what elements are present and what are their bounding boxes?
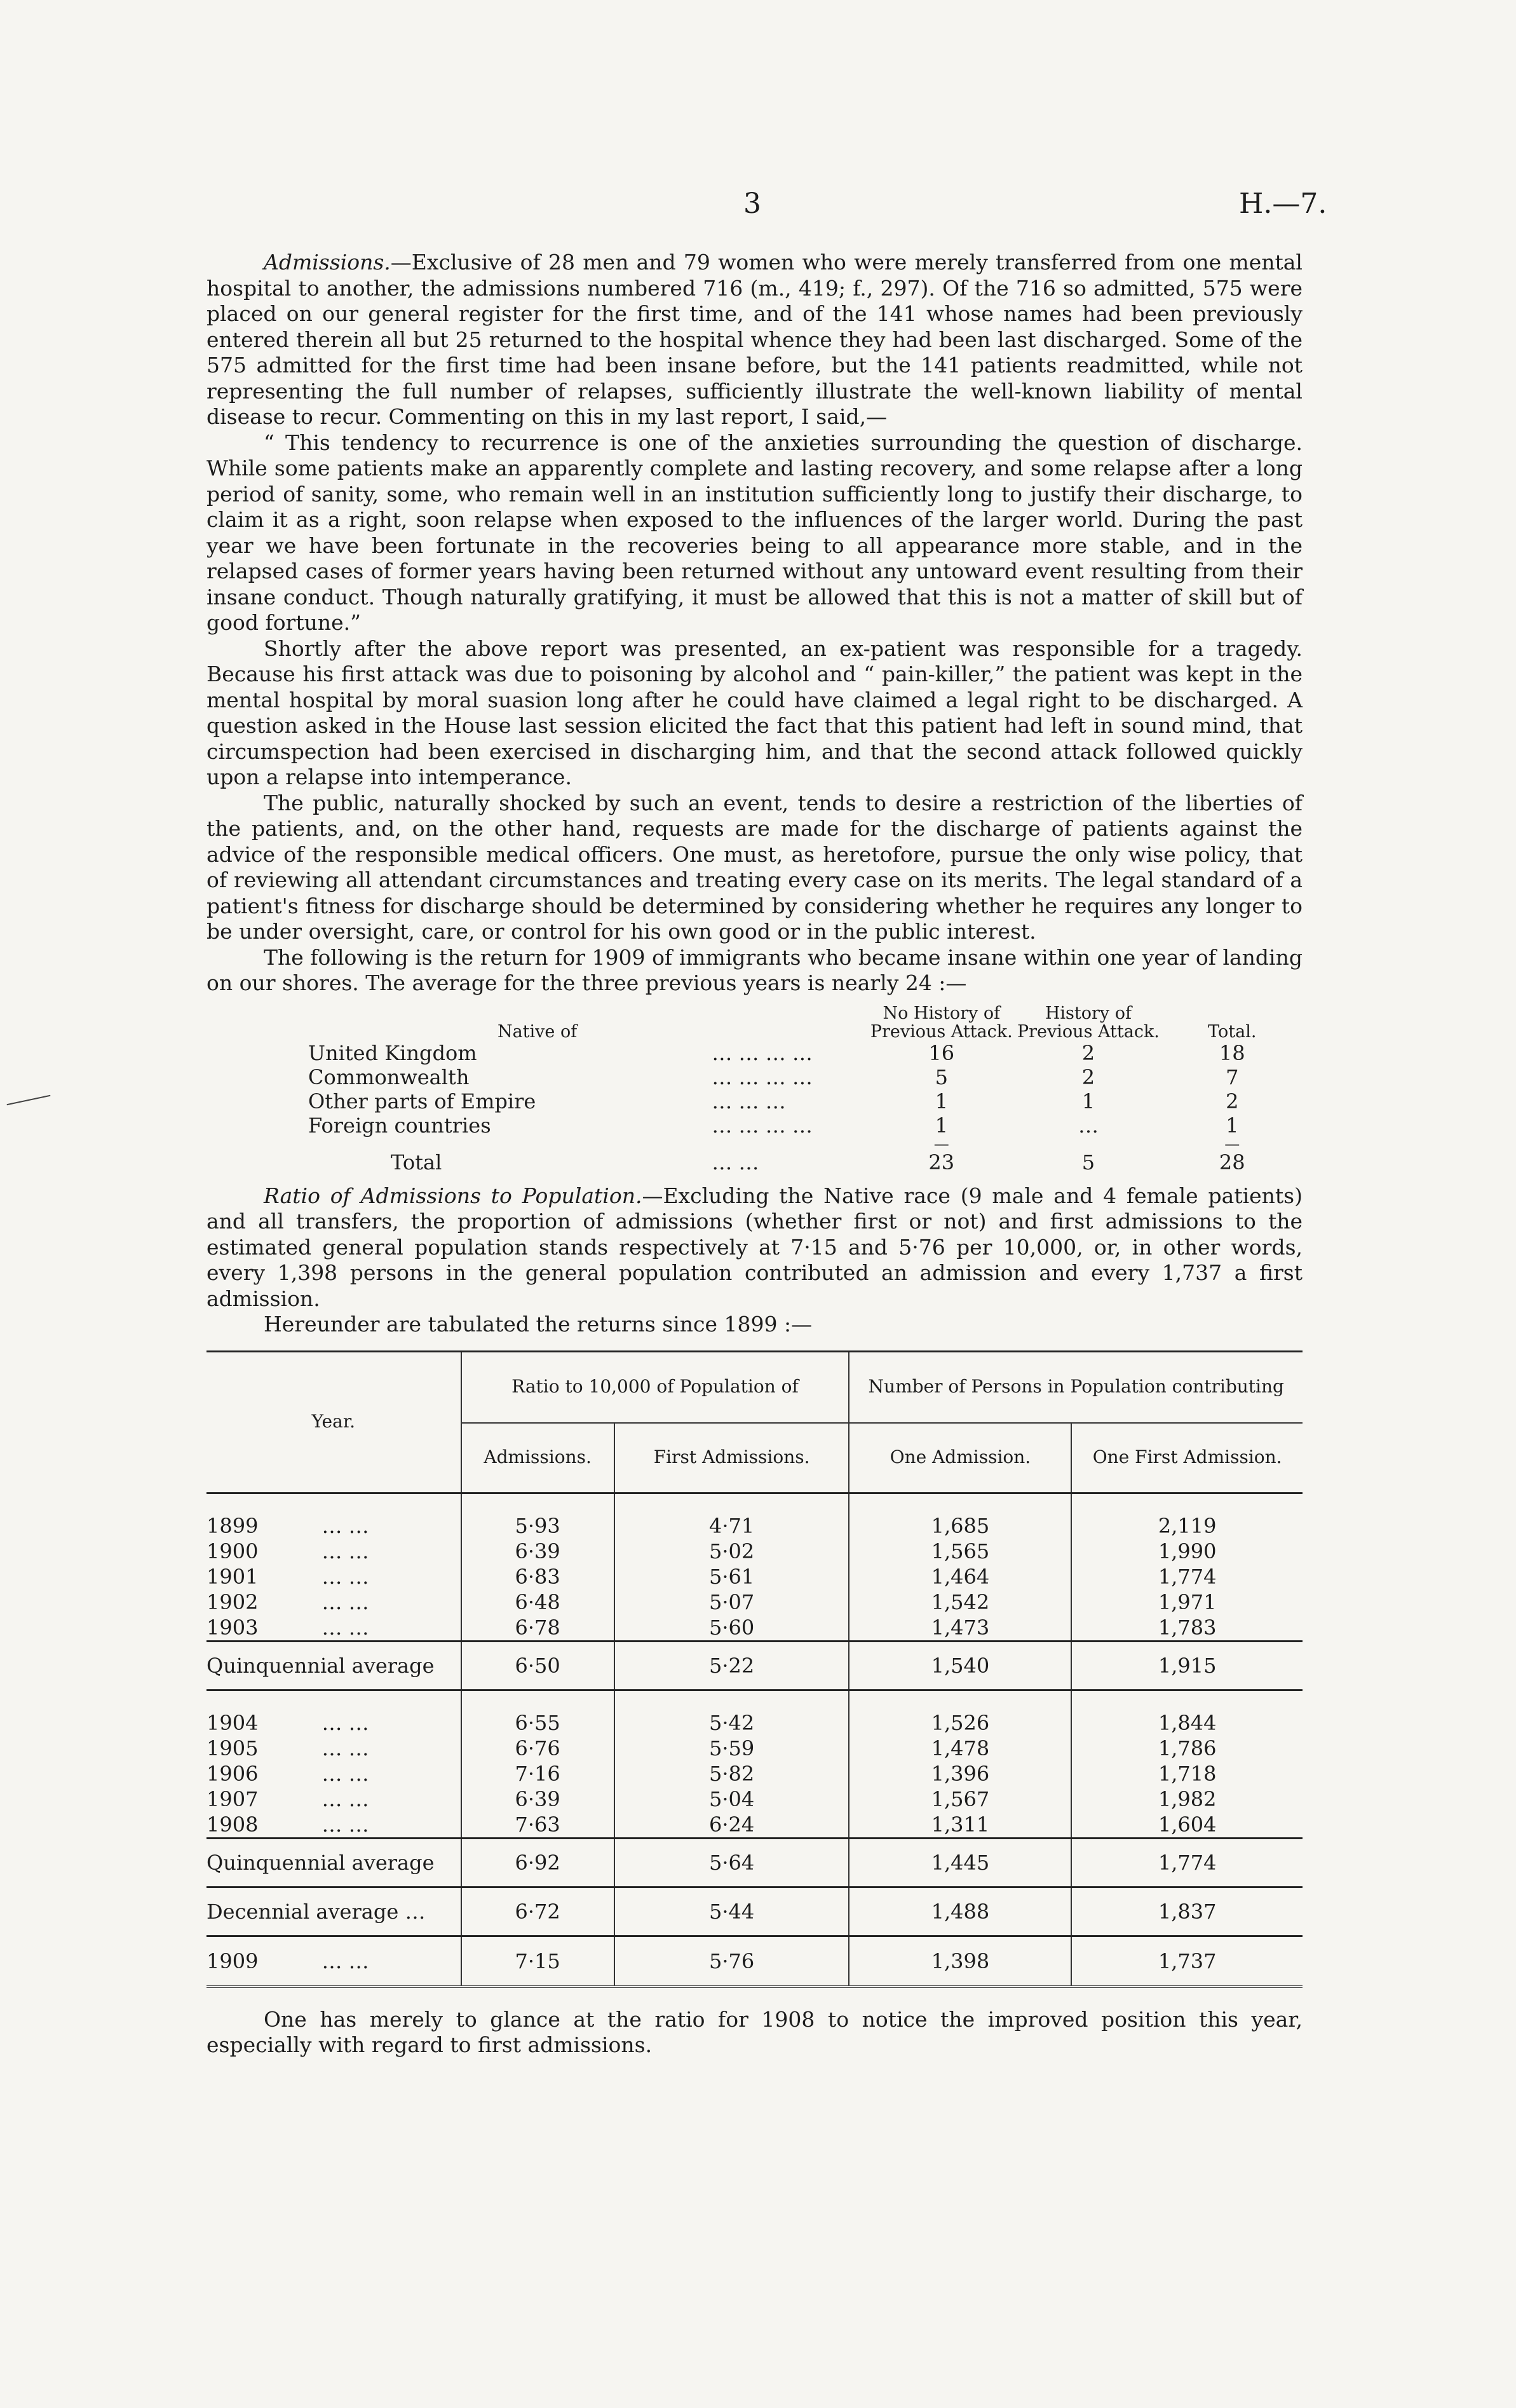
returns-table bbox=[206, 1350, 1303, 1988]
header-no-history: No History of Previous Attack. bbox=[870, 1003, 1013, 1042]
immigrants-table bbox=[206, 1004, 1303, 1174]
cell-admissions: 6·39 bbox=[461, 1786, 614, 1812]
admissions-heading: Admissions. bbox=[264, 250, 391, 275]
table-row bbox=[206, 1539, 1303, 1564]
year: 1905 bbox=[206, 1736, 259, 1760]
header-ratio-group: Ratio to 10,000 of Population of bbox=[461, 1351, 849, 1423]
year: 1900 bbox=[206, 1539, 259, 1563]
cell-admissions: 7·16 bbox=[461, 1761, 614, 1786]
cell-first-admissions: 5·04 bbox=[614, 1786, 849, 1812]
year: 1906 bbox=[206, 1761, 259, 1786]
total-history: 5 bbox=[1081, 1150, 1095, 1174]
cell-admissions: 6·83 bbox=[461, 1564, 614, 1589]
row-dots: … … bbox=[321, 1786, 369, 1811]
closing-paragraph: One has merely to glance at the ratio for 1908 to notice the improved position this year, especially with regard to first admissions. bbox=[206, 2006, 1303, 2057]
cell-first-admissions: 5·76 bbox=[614, 1936, 849, 1987]
cell-admissions: 6·72 bbox=[461, 1887, 614, 1936]
cell-total: 1 bbox=[1226, 1113, 1239, 1138]
year-cell bbox=[206, 1710, 461, 1736]
row-label: Other parts of Empire bbox=[308, 1089, 536, 1113]
cell-total: 2 bbox=[1226, 1089, 1239, 1113]
cell-first-admissions: 5·64 bbox=[614, 1838, 849, 1887]
row-dots: … … bbox=[712, 1150, 759, 1174]
row-dots: … … bbox=[321, 1513, 369, 1538]
cell-first-admissions: 5·82 bbox=[614, 1761, 849, 1786]
cell-one-admission: 1,542 bbox=[849, 1589, 1071, 1615]
cell-admissions: 6·50 bbox=[461, 1641, 614, 1690]
immigrants-header-row bbox=[206, 1004, 1303, 1041]
cell-admissions: 6·92 bbox=[461, 1838, 614, 1887]
year-cell bbox=[206, 1513, 461, 1539]
cell-first-admissions: 4·71 bbox=[614, 1513, 849, 1539]
decennial-average-row bbox=[206, 1887, 1303, 1936]
cell-history: … bbox=[1078, 1113, 1099, 1138]
header-year: Year. bbox=[206, 1351, 461, 1493]
year: 1904 bbox=[206, 1710, 259, 1735]
cell-one-admission: 1,526 bbox=[849, 1710, 1071, 1736]
year-cell bbox=[206, 1786, 461, 1812]
cell-one-admission: 1,398 bbox=[849, 1936, 1071, 1987]
cell-one-admission: 1,445 bbox=[849, 1838, 1071, 1887]
row-label: United Kingdom bbox=[308, 1040, 477, 1065]
admissions-paragraph bbox=[206, 250, 1303, 430]
header-history: History of Previous Attack. bbox=[1017, 1003, 1160, 1042]
cell-first-admissions: 5·02 bbox=[614, 1539, 849, 1564]
dash-row bbox=[206, 1138, 1303, 1150]
cell-one-admission: 1,685 bbox=[849, 1513, 1071, 1539]
header-admissions: Admissions. bbox=[461, 1423, 614, 1493]
cell-admissions: 6·76 bbox=[461, 1736, 614, 1761]
cell-total: 7 bbox=[1226, 1065, 1239, 1089]
table-row bbox=[206, 1710, 1303, 1736]
row-dots: … … … … bbox=[712, 1065, 813, 1089]
row-dots: … … … … bbox=[712, 1040, 813, 1065]
cell-no-history: 5 bbox=[935, 1065, 948, 1089]
year-cell bbox=[206, 1936, 461, 1987]
cell-first-admissions: 5·42 bbox=[614, 1710, 849, 1736]
cell-one-admission: 1,473 bbox=[849, 1615, 1071, 1642]
header-total: Total. bbox=[1208, 1021, 1257, 1042]
year-cell bbox=[206, 1589, 461, 1615]
cell-total: 18 bbox=[1219, 1040, 1245, 1065]
table-row bbox=[206, 1761, 1303, 1786]
page-number: 3 bbox=[743, 187, 761, 220]
row-dots: … … bbox=[321, 1589, 369, 1614]
table-row bbox=[206, 1513, 1303, 1539]
returns-header-row bbox=[206, 1351, 1303, 1423]
public-paragraph: The public, naturally shocked by such an event, tends to desire a restriction of the liberties of the patients, and, on the other hand, requests are made for the discharge of patients against the advice of the responsible medical officers. One must, as heretofore, pursue the only wise policy, that of reviewing all attendant circumstances and treating every case on its merits. The legal standard of a patient's fitness for discharge should be determined by considering whether he requires any longer to be under oversight, care, or control for his own good or in the public interest. bbox=[206, 790, 1303, 944]
document-reference: H.—7. bbox=[1239, 187, 1327, 220]
scan-mark bbox=[7, 1095, 51, 1106]
table-row bbox=[206, 1812, 1303, 1839]
cell-one-admission: 1,478 bbox=[849, 1736, 1071, 1761]
total-no-history: 23 bbox=[928, 1150, 955, 1174]
year: 1907 bbox=[206, 1786, 259, 1811]
total-row bbox=[206, 1150, 1303, 1174]
year: 1903 bbox=[206, 1615, 259, 1640]
cell-first-admissions: 5·61 bbox=[614, 1564, 849, 1589]
table-row bbox=[206, 1065, 1303, 1089]
table-row bbox=[206, 1564, 1303, 1589]
row-dots: … … bbox=[321, 1812, 369, 1837]
dash-mark: — bbox=[1224, 1134, 1240, 1153]
cell-first-admissions: 5·59 bbox=[614, 1736, 849, 1761]
cell-one-first-admission: 1,971 bbox=[1071, 1589, 1303, 1615]
table-row bbox=[206, 1041, 1303, 1065]
cell-one-admission: 1,311 bbox=[849, 1812, 1071, 1839]
cell-one-first-admission: 1,774 bbox=[1071, 1564, 1303, 1589]
cell-one-admission: 1,464 bbox=[849, 1564, 1071, 1589]
cell-admissions: 6·78 bbox=[461, 1615, 614, 1642]
ratio-paragraph bbox=[206, 1183, 1303, 1312]
year: 1901 bbox=[206, 1564, 259, 1589]
cell-one-admission: 1,396 bbox=[849, 1761, 1071, 1786]
immigrants-intro: The following is the return for 1909 of immigrants who became insane within one year of landing on our shores. The average for the three previous years is nearly 24 :— bbox=[206, 944, 1303, 995]
avg-label: Decennial average … bbox=[206, 1887, 461, 1936]
cell-one-admission: 1,540 bbox=[849, 1641, 1071, 1690]
row-dots: … … … … bbox=[712, 1113, 813, 1138]
table-row bbox=[206, 1589, 1303, 1615]
table-row bbox=[206, 1615, 1303, 1642]
row-dots: … … bbox=[321, 1949, 369, 1973]
cell-history: 2 bbox=[1081, 1065, 1095, 1089]
row-label: Commonwealth bbox=[308, 1065, 470, 1089]
quote-paragraph: “ This tendency to recurrence is one of the anxieties surrounding the question of discharge. While some patients make an apparently complete and lasting recovery, and some relapse after a long period of sanity, some, who remain well in an institution sufficiently long to justify their discharge, to claim it as a right, soon relapse when exposed to the influences of the larger world. During the past year we have been fortunate in the recoveries being to all appearance more stable, and in the relapsed cases of former years having been returned without any untoward event resulting from their insane conduct. Though naturally gratifying, it must be allowed that this is not a matter of skill but of good fortune.” bbox=[206, 430, 1303, 635]
year: 1899 bbox=[206, 1513, 259, 1538]
cell-no-history: 1 bbox=[935, 1089, 948, 1113]
row-dots: … … bbox=[321, 1539, 369, 1563]
cell-one-first-admission: 2,119 bbox=[1071, 1513, 1303, 1539]
cell-admissions: 6·48 bbox=[461, 1589, 614, 1615]
cell-admissions: 5·93 bbox=[461, 1513, 614, 1539]
year-cell bbox=[206, 1736, 461, 1761]
cell-admissions: 6·39 bbox=[461, 1539, 614, 1564]
quinquennial-average-row bbox=[206, 1838, 1303, 1887]
cell-first-admissions: 5·22 bbox=[614, 1641, 849, 1690]
header-one-first-admission: One First Admission. bbox=[1071, 1423, 1303, 1493]
avg-label: Quinquennial average bbox=[206, 1641, 461, 1690]
total-total: 28 bbox=[1219, 1150, 1245, 1174]
cell-one-admission: 1,488 bbox=[849, 1887, 1071, 1936]
row-dots: … … bbox=[321, 1615, 369, 1640]
cell-one-first-admission: 1,604 bbox=[1071, 1812, 1303, 1839]
table-row bbox=[206, 1736, 1303, 1761]
cell-one-first-admission: 1,774 bbox=[1071, 1838, 1303, 1887]
table-row bbox=[206, 1786, 1303, 1812]
cell-one-admission: 1,567 bbox=[849, 1786, 1071, 1812]
row-label: Foreign countries bbox=[308, 1113, 491, 1138]
row-dots: … … bbox=[321, 1736, 369, 1760]
avg-label: Quinquennial average bbox=[206, 1838, 461, 1887]
cell-one-first-admission: 1,837 bbox=[1071, 1887, 1303, 1936]
cell-first-admissions: 5·44 bbox=[614, 1887, 849, 1936]
cell-one-first-admission: 1,783 bbox=[1071, 1615, 1303, 1642]
cell-first-admissions: 5·60 bbox=[614, 1615, 849, 1642]
table-row bbox=[206, 1089, 1303, 1113]
year-cell bbox=[206, 1615, 461, 1642]
ratio-heading: Ratio of Admissions to Population. bbox=[264, 1183, 642, 1208]
cell-admissions: 7·15 bbox=[461, 1936, 614, 1987]
year: 1908 bbox=[206, 1812, 259, 1837]
tragedy-paragraph: Shortly after the above report was presented, an ex-patient was responsible for a tragedy. Because his first attack was due to poisoning by alcohol and “ pain-killer,” the patient was kept in the mental hospital by moral suasion long after he could have claimed a legal right to be discharged. A question asked in the House last session elicited the fact that this patient had left in sound mind, that circumspection had been exercised in discharging him, and that the second attack followed quickly upon a relapse into intemperance. bbox=[206, 636, 1303, 789]
quinquennial-average-row bbox=[206, 1641, 1303, 1690]
header-one-admission: One Admission. bbox=[849, 1423, 1071, 1493]
table-row bbox=[206, 1113, 1303, 1138]
dash-mark: — bbox=[933, 1134, 949, 1153]
header-persons-group: Number of Persons in Population contributing bbox=[849, 1351, 1303, 1423]
cell-one-first-admission: 1,737 bbox=[1071, 1936, 1303, 1987]
returns-intro: Hereunder are tabulated the returns since 1899 :— bbox=[264, 1312, 813, 1337]
header-native-of: Native of bbox=[497, 1021, 578, 1042]
year-cell bbox=[206, 1564, 461, 1589]
cell-first-admissions: 5·07 bbox=[614, 1589, 849, 1615]
year-1909-row bbox=[206, 1936, 1303, 1987]
row-dots: … … bbox=[321, 1710, 369, 1735]
body-content bbox=[206, 250, 1303, 2058]
header-first-admissions: First Admissions. bbox=[614, 1423, 849, 1493]
cell-first-admissions: 6·24 bbox=[614, 1812, 849, 1839]
cell-one-first-admission: 1,718 bbox=[1071, 1761, 1303, 1786]
year-cell bbox=[206, 1812, 461, 1839]
ratio-text: —Excluding the Native race (9 male and 4 female patients) and all transfers, the proportion of admissions (whether first or not) and first admissions to the estimated general population stands respectively at 7·15 and 5·76 per 10,000, or, in other words, every 1,398 persons in the general population contributed an admission and every 1,737 a first admission. bbox=[206, 1183, 1303, 1311]
cell-history: 2 bbox=[1081, 1040, 1095, 1065]
admissions-text: —Exclusive of 28 men and 79 women who were merely transferred from one mental hospital to another, the admissions numbered 716 (m., 419; f., 297). Of the 716 so admitted, 575 were placed on our general register for the first time, and of the 141 whose names had been previously entered therein all but 25 returned to the hospital whence they had been last discharged. Some of the 575 admitted for the first time had been insane before, but the 141 patients readmitted, while not representing the full number of relapses, sufficiently illustrate the well-known liability of mental disease to recur. Commenting on this in my last report, I said,— bbox=[206, 250, 1303, 429]
cell-one-first-admission: 1,990 bbox=[1071, 1539, 1303, 1564]
cell-one-first-admission: 1,915 bbox=[1071, 1641, 1303, 1690]
cell-one-first-admission: 1,982 bbox=[1071, 1786, 1303, 1812]
year-cell bbox=[206, 1539, 461, 1564]
year-cell bbox=[206, 1761, 461, 1786]
cell-no-history: 1 bbox=[935, 1113, 948, 1138]
row-dots: … … bbox=[321, 1564, 369, 1589]
total-label: Total bbox=[391, 1150, 442, 1174]
cell-no-history: 16 bbox=[928, 1040, 955, 1065]
year: 1902 bbox=[206, 1589, 259, 1614]
cell-one-admission: 1,565 bbox=[849, 1539, 1071, 1564]
year: 1909 bbox=[206, 1949, 259, 1973]
row-dots: … … … bbox=[712, 1089, 786, 1113]
cell-one-first-admission: 1,786 bbox=[1071, 1736, 1303, 1761]
cell-history: 1 bbox=[1081, 1089, 1095, 1113]
cell-admissions: 7·63 bbox=[461, 1812, 614, 1839]
cell-admissions: 6·55 bbox=[461, 1710, 614, 1736]
cell-one-first-admission: 1,844 bbox=[1071, 1710, 1303, 1736]
row-dots: … … bbox=[321, 1761, 369, 1786]
